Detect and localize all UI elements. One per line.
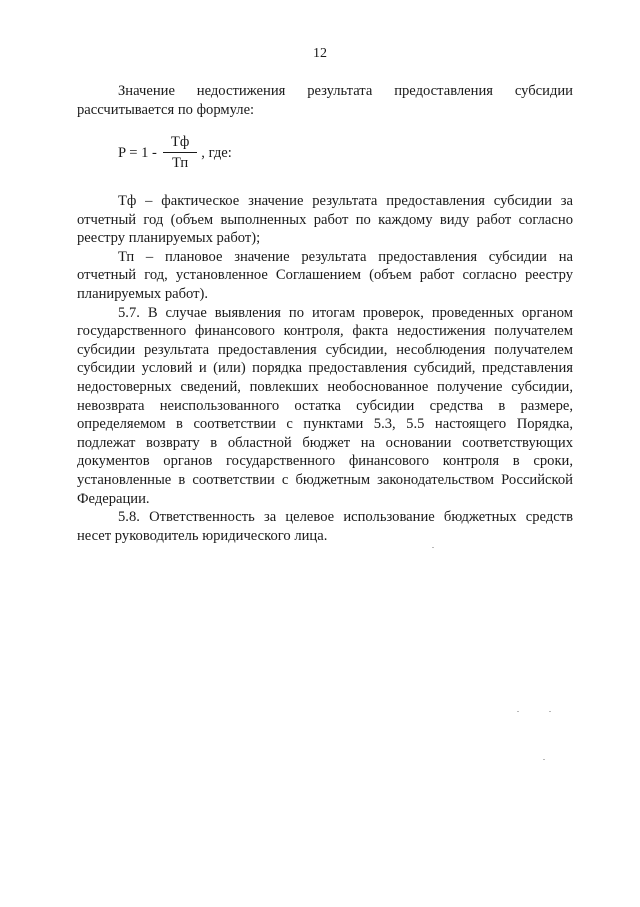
- formula-fraction: [163, 134, 197, 172]
- formula-lhs: P = 1 -: [118, 144, 157, 161]
- formula: [118, 133, 232, 173]
- intro-block: [77, 82, 573, 119]
- scan-speck: [549, 711, 551, 712]
- formula-denominator: Тп: [172, 155, 189, 171]
- formula-numerator: Тф: [163, 134, 197, 153]
- scan-speck: [543, 759, 545, 760]
- definition-tp: Тп – плановое значение результата предоставления субсидии на отчетный год, установленное Соглашением (объем работ согласно реестру планируемых работ).: [77, 248, 573, 302]
- page-number: 12: [313, 46, 327, 61]
- scan-speck: [432, 547, 434, 548]
- intro-paragraph: Значение недостижения результата предоставления субсидии рассчитывается по формуле:: [77, 83, 573, 118]
- scan-speck: [517, 711, 519, 712]
- definition-tf: Тф – фактическое значение результата предоставления субсидии за отчетный год (объем выполненных работ по каждому виду работ согласно реестру планируемых работ);: [77, 193, 573, 247]
- formula-suffix: , где:: [201, 144, 232, 161]
- body-block: [77, 192, 573, 545]
- paragraph-5-8: 5.8. Ответственность за целевое использование бюджетных средств несет руководитель юридического лица.: [77, 509, 573, 544]
- paragraph-5-7: 5.7. В случае выявления по итогам проверок, проведенных органом государственного финансового контроля, факта недостижения получателем субсидии результата предоставления субсидии, несоблюдения получателем субсидии условий и (или) порядка предоставления субсидий, представления недостоверных сведений, повлекших необоснованное получение субсидии, невозврата неиспользованного остатка субсидии средства в размере, определяемом в соответствии с пунктами 5.3, 5.5 настоящего Порядка, подлежат возврату в областной бюджет на основании соответствующих документов органов государственного финансового контроля в сроки, установленные в соответствии с бюджетным законодательством Российской Федерации.: [77, 304, 573, 507]
